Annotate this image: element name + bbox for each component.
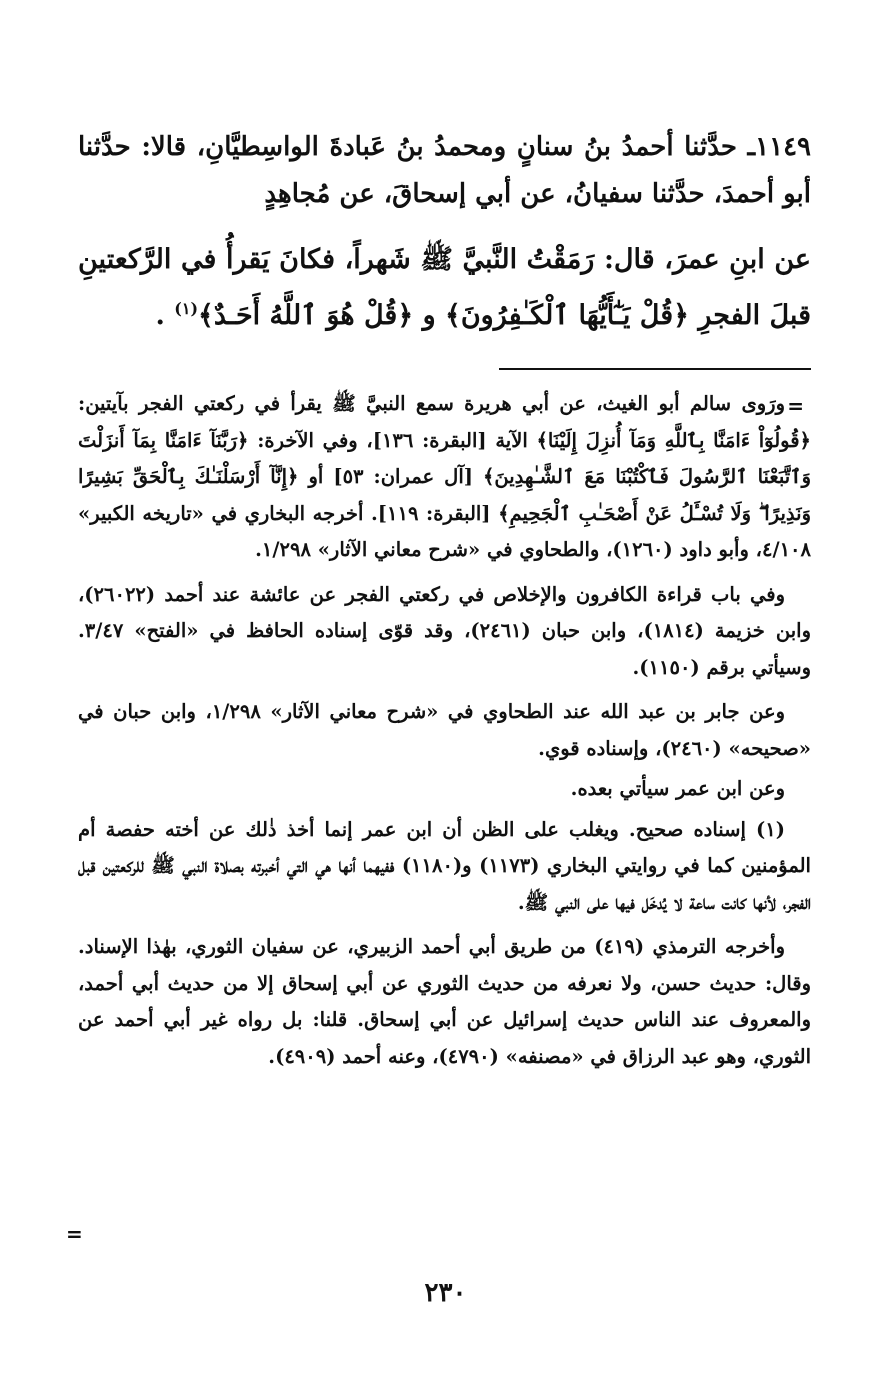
hadith-matn bbox=[78, 232, 811, 344]
footnote-paragraph: ورَوى سالم أبو الغيث، عن أبي هريرة سمع النبيَّ ﷺ يقرأ في ركعتي الفجر بآيتين: ﴿قُولُوٓاْ ءَامَنَّا بِٱللَّهِ وَمَآ أُنزِلَ إِلَيْنَا﴾ الآية [البقرة: ١٣٦]، وفي الآخرة: ﴿رَبَّنَآ ءَامَنَّا بِمَآ أَنزَلْتَ وَٱتَّبَعْنَا ٱلرَّسُولَ فَٱكْتُبْنَا مَعَ ٱلشَّـٰهِدِينَ﴾ [آل عمران: ٥٣] أو ﴿إِنَّآ أَرْسَلْنَـٰكَ بِٱلْحَقِّ بَشِيرًا وَنَذِيرًا ۖ وَلَا تُسْـَٔلُ عَنْ أَصْحَـٰبِ ٱلْجَحِيمِ﴾ [البقرة: ١١٩]. أخرجه البخاري في «تاريخه الكبير» ٤/١٠٨، وأبو داود (١٢٦٠)، والطحاوي في «شرح معاني الآثار» ١/٢٩٨. bbox=[78, 392, 811, 561]
hadith-block bbox=[78, 124, 811, 344]
page-number: ٢٣٠ bbox=[424, 1278, 467, 1308]
footnote-reference: (١) bbox=[174, 299, 199, 318]
matn-intro: عن ابنِ عمرَ، قال: رَمَقْتُ النَّبيَّ ﷺ شَهراً، فكانَ يَقرأُ في الرَّكعتينِ قبلَ الفجرِ bbox=[78, 244, 811, 331]
footnote-paragraph: وفي باب قراءة الكافرون والإخلاص في ركعتي الفجر عن عائشة عند أحمد (٢٦٠٢٢)، وابن خزيمة (١٨١٤)، وابن حبان (٢٤٦١)، وقد قوّى إسناده الحافظ في «الفتح» ٣/٤٧. وسيأتي برقم (١١٥٠). bbox=[78, 582, 811, 679]
continuation-marker-bottom: = bbox=[66, 1222, 83, 1246]
footnote-paragraph: وعن جابر بن عبد الله عند الطحاوي في «شرح معاني الآثار» ١/٢٩٨، وابن حبان في «صحيحه» (٢٤٦٠)، وإسناده قوي. bbox=[78, 700, 811, 760]
footnote-paragraph: وعن ابن عمر سيأتي بعده. bbox=[570, 777, 785, 800]
matn-conjunction: و bbox=[422, 300, 436, 331]
footnotes-section bbox=[78, 386, 811, 1083]
hadith-isnad: ١١٤٩ـ حدَّثنا أحمدُ بنُ سنانٍ ومحمدُ بنُ عَبادةَ الواسِطيَّانِ، قالا: حدَّثنا أبو أحمدَ، حدَّثنا سفيانُ، عن أبي إسحاقَ، عن مُجاهِدٍ bbox=[78, 132, 811, 209]
matn-end: . bbox=[155, 300, 165, 331]
quran-verse-kafirun: ﴿قُلْ يَـٰٓأَيُّهَا ٱلْكَـٰفِرُونَ﴾ bbox=[445, 300, 689, 331]
continuation-marker-top: = bbox=[787, 394, 804, 418]
quran-verse-ikhlas: ﴿قُلْ هُوَ ٱللَّهُ أَحَـدٌ﴾ bbox=[198, 300, 414, 331]
footnote-paragraph: وأخرجه الترمذي (٤١٩) من طريق أبي أحمد الزبيري، عن سفيان الثوري، بهٰذا الإسناد. وقال: حديث حسن، ولا نعرفه من حديث الثوري عن أبي إسحاق إلا من حديث أبي أحمد، والمعروف عند الناس حديث إسرائيل عن أبي إسحاق. قلنا: بل رواه غير أبي أحمد عن الثوري، وهو عبد الرزاق في «مصنفه» (٤٧٩٠)، وعنه أحمد (٤٩٠٩). bbox=[78, 935, 811, 1068]
footnote-paragraph: (١) إسناده صحيح. ويغلب على الظن أن ابن عمر إنما أخذ ذٰلك عن أخته حفصة أم المؤمنين كما في روايتي البخاري (١١٧٣) و(١١٨٠) ففيهما أنها هي التي أخبرته بصلاة النبي ﷺ للركعتين قبل الفجر، لأنها كانت ساعة لا يُدخَل فيها على النبي ﷺ. bbox=[78, 817, 811, 914]
footnote-separator bbox=[499, 368, 811, 370]
